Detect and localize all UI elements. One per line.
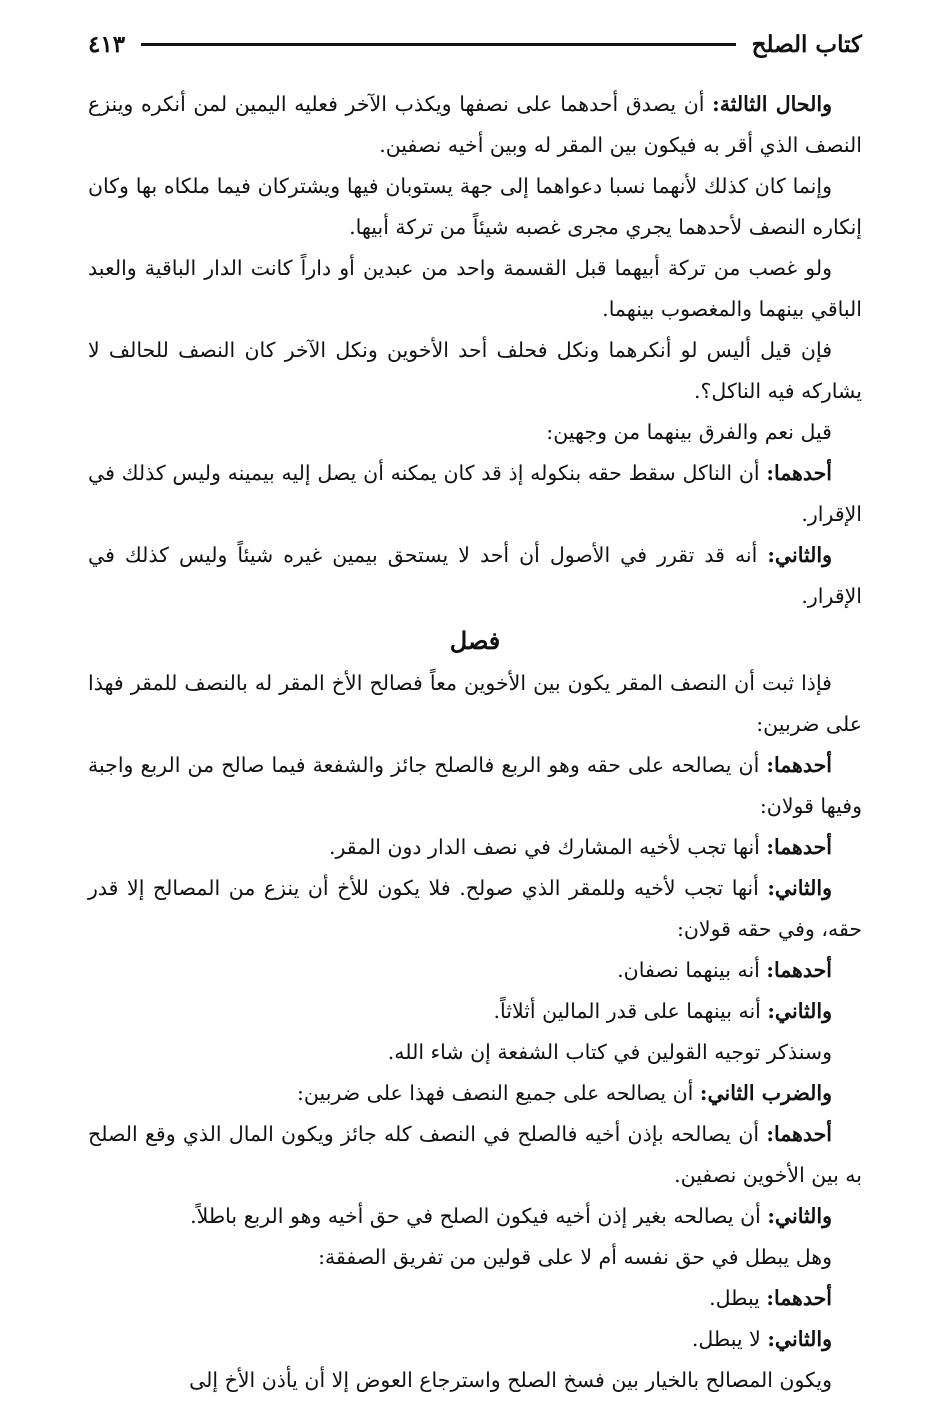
paragraph-text: ولو غصب من تركة أبيهما قبل القسمة واحد من عبدين أو داراً كانت الدار الباقية والعبد الباقي بينهما والمغصوب بينهما. xyxy=(88,256,862,321)
section-heading: فصل xyxy=(449,626,501,655)
paragraph xyxy=(88,1114,862,1196)
paragraph xyxy=(88,535,862,617)
paragraphs-before-section xyxy=(88,84,862,617)
paragraph xyxy=(88,330,862,412)
paragraph-lead: أحدهما: xyxy=(766,753,832,777)
paragraph-text: فإن قيل أليس لو أنكرهما ونكل فحلف أحد الأخوين ونكل الآخر كان النصف للحالف لا يشاركه فيه الناكل؟. xyxy=(88,338,862,403)
paragraph xyxy=(88,1278,862,1319)
paragraph-lead: والثاني: xyxy=(767,876,832,900)
paragraph-lead: والثاني: xyxy=(767,1327,832,1351)
paragraph-text: ويكون المصالح بالخيار بين فسخ الصلح واسترجاع العوض إلا أن يأذن الأخ إلى xyxy=(189,1368,832,1392)
paragraph-text: أنه بينهما على قدر المالين أثلاثاً. xyxy=(493,999,768,1023)
paragraph-text: أن يصالحه على جميع النصف فهذا على ضربين: xyxy=(297,1081,700,1105)
paragraph-lead: والحال الثالثة: xyxy=(712,92,832,116)
paragraph-text: أن يصالحه على حقه وهو الربع فالصلح جائز والشفعة فيما صالح من الربع واجبة وفيها قولان: xyxy=(88,753,862,818)
paragraph xyxy=(88,166,862,248)
paragraph xyxy=(88,1360,862,1401)
paragraph xyxy=(88,827,862,868)
paragraphs-after-section xyxy=(88,663,862,1401)
paragraph-text: وهل يبطل في حق نفسه أم لا على قولين من تفريق الصفقة: xyxy=(318,1245,832,1269)
paragraph-text: لا يبطل. xyxy=(691,1327,768,1351)
body-text xyxy=(88,84,862,1401)
page-number: ٤١٣ xyxy=(88,30,126,58)
paragraph xyxy=(88,1032,862,1073)
paragraph-text: أن يصالحه بإذن أخيه فالصلح في النصف كله جائز ويكون المال الذي وقع الصلح به بين الأخوين نصفين. xyxy=(88,1122,862,1187)
paragraph-text: يبطل. xyxy=(709,1286,767,1310)
paragraph-lead: والثاني: xyxy=(767,543,832,567)
paragraph-text: أن يصالحه بغير إذن أخيه فيكون الصلح في حق أخيه وهو الربع باطلاً. xyxy=(190,1204,768,1228)
paragraph-lead: أحدهما: xyxy=(766,461,832,485)
paragraph xyxy=(88,84,862,166)
paragraph-text: أن يصدق أحدهما على نصفها ويكذب الآخر فعليه اليمين لمن أنكره وينزع النصف الذي أقر به فيكون بين المقر له وبين أخيه نصفين. xyxy=(88,92,862,157)
paragraph xyxy=(88,453,862,535)
paragraph xyxy=(88,1319,862,1360)
header-rule xyxy=(141,43,736,46)
paragraph-text: أنها تجب لأخيه المشارك في نصف الدار دون المقر. xyxy=(328,835,767,859)
paragraph-lead: أحدهما: xyxy=(766,1122,832,1146)
paragraph-lead: أحدهما: xyxy=(766,958,832,982)
paragraph-text: أن الناكل سقط حقه بنكوله إذ قد كان يمكنه أن يصل إليه بيمينه وليس كذلك في الإقرار. xyxy=(88,461,862,526)
paragraph xyxy=(88,745,862,827)
paragraph-text: قيل نعم والفرق بينهما من وجهين: xyxy=(546,420,832,444)
paragraph-lead: والثاني: xyxy=(767,1204,832,1228)
running-header xyxy=(88,24,862,64)
paragraph xyxy=(88,991,862,1032)
paragraph xyxy=(88,1237,862,1278)
paragraph-text: فإذا ثبت أن النصف المقر يكون بين الأخوين معاً فصالح الأخ المقر له بالنصف للمقر فهذا على ضربين: xyxy=(88,671,862,736)
paragraph xyxy=(88,663,862,745)
paragraph-lead: والثاني: xyxy=(767,999,832,1023)
paragraph xyxy=(88,868,862,950)
paragraph-text: أنه قد تقرر في الأصول أن أحد لا يستحق بيمين غيره شيئاً وليس كذلك في الإقرار. xyxy=(88,543,862,608)
paragraph-text: وإنما كان كذلك لأنهما نسبا دعواهما إلى جهة يستوبان فيها ويشتركان فيما ملكاه بها وكان إنكاره النصف لأحدهما يجري مجرى غصبه شيئاً من تركة أبيها. xyxy=(88,174,862,239)
paragraph xyxy=(88,1073,862,1114)
paragraph-text: أنه بينهما نصفان. xyxy=(617,958,767,982)
paragraph-lead: أحدهما: xyxy=(766,835,832,859)
paragraph-lead: أحدهما: xyxy=(766,1286,832,1310)
paragraph-lead: والضرب الثاني: xyxy=(699,1081,832,1105)
paragraph xyxy=(88,1196,862,1237)
paragraph xyxy=(88,248,862,330)
paragraph-text: أنها تجب لأخيه وللمقر الذي صولح. فلا يكون للأخ أن ينزع من المصالح إلا قدر حقه، وفي حقه قولان: xyxy=(88,876,862,941)
paragraph xyxy=(88,412,862,453)
chapter-title: كتاب الصلح xyxy=(751,30,862,58)
paragraph xyxy=(88,950,862,991)
paragraph-text: وسنذكر توجيه القولين في كتاب الشفعة إن شاء الله. xyxy=(387,1040,832,1064)
